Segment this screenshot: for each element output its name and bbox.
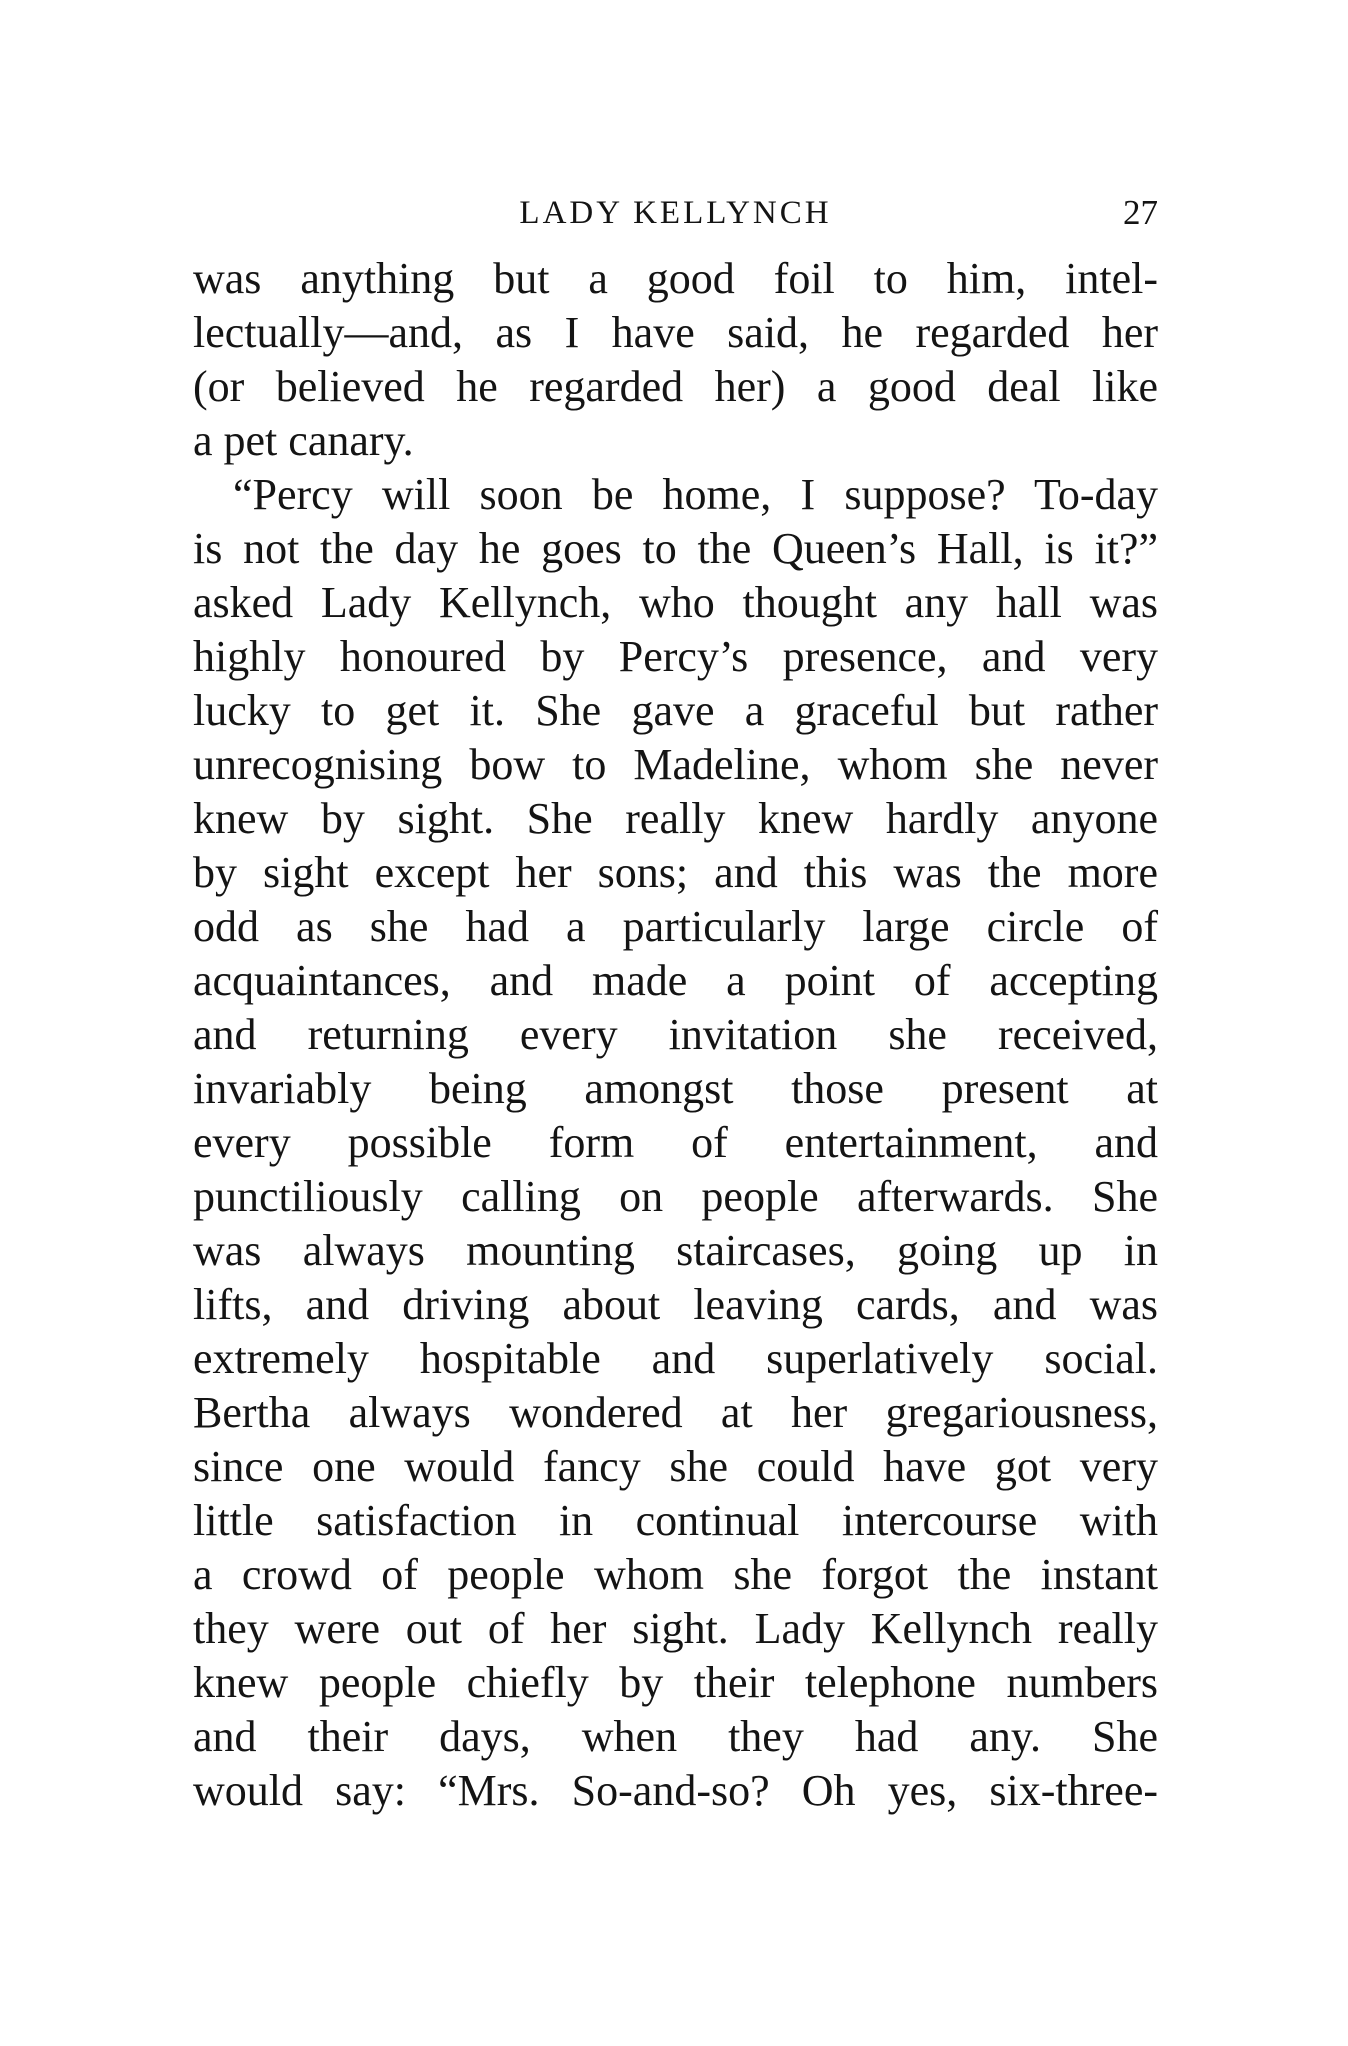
text-line: Bertha always wondered at her gregariousness, (193, 1388, 1158, 1437)
text-line: lucky to get it. She gave a graceful but rather (193, 686, 1158, 735)
text-line: (or believed he regarded her) a good deal like (193, 362, 1158, 411)
text-line: was anything but a good foil to him, intel- (193, 254, 1158, 303)
text-line: they were out of her sight. Lady Kellynch really (193, 1604, 1158, 1653)
text-line: by sight except her sons; and this was the more (193, 848, 1158, 897)
text-line: lifts, and driving about leaving cards, and was (193, 1280, 1158, 1329)
running-title: LADY KELLYNCH (519, 195, 832, 231)
text-line: a crowd of people whom she forgot the instant (193, 1550, 1158, 1599)
text-line: and returning every invitation she received, (193, 1010, 1158, 1059)
text-line: knew by sight. She really knew hardly anyone (193, 794, 1158, 843)
text-line: is not the day he goes to the Queen’s Hall, is it?” (193, 524, 1158, 573)
text-line: was always mounting staircases, going up in (193, 1226, 1158, 1275)
text-line: “Percy will soon be home, I suppose? To-day (233, 470, 1158, 519)
text-line: asked Lady Kellynch, who thought any hall was (193, 578, 1158, 627)
text-line: invariably being amongst those present at (193, 1064, 1158, 1113)
text-line: every possible form of entertainment, and (193, 1118, 1158, 1167)
text-line: punctiliously calling on people afterwards. She (193, 1172, 1158, 1221)
text-line: odd as she had a particularly large circle of (193, 902, 1158, 951)
text-line: and their days, when they had any. She (193, 1712, 1158, 1761)
running-head (193, 188, 1158, 238)
text-line: lectually—and, as I have said, he regarded her (193, 308, 1158, 357)
text-line: a pet canary. (193, 416, 414, 465)
text-line: highly honoured by Percy’s presence, and very (193, 632, 1158, 681)
text-line: since one would fancy she could have got very (193, 1442, 1158, 1491)
text-line: acquaintances, and made a point of accepting (193, 956, 1158, 1005)
text-line: would say: “Mrs. So-and-so? Oh yes, six-three- (193, 1766, 1158, 1815)
page-number: 27 (1123, 193, 1158, 232)
text-line: knew people chiefly by their telephone numbers (193, 1658, 1158, 1707)
text-line: extremely hospitable and superlatively social. (193, 1334, 1158, 1383)
text-line: little satisfaction in continual intercourse with (193, 1496, 1158, 1545)
body-text (193, 252, 1158, 1818)
text-line: unrecognising bow to Madeline, whom she never (193, 740, 1158, 789)
